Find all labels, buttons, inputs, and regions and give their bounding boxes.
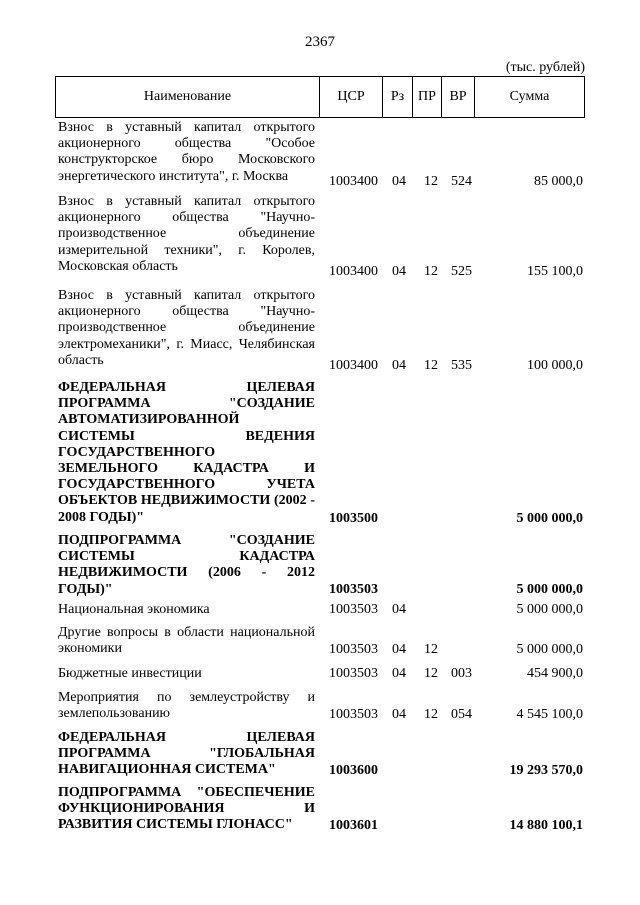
row-sum: 85 000,0 [534,174,583,189]
row-name: ПОДПРОГРАММА "СОЗДАНИЕ СИСТЕМЫ КАДАСТРА НЕДВИЖИМОСТИ (2006 - 2012 ГОДЫ)" [58,533,315,597]
table-row [0,120,640,190]
row-csr: 1003400 [329,358,378,373]
row-name: Взнос в уставный капитал открытого акционерного общества "Особое конструкторское бюро Московского энергетического института", г. Москва [58,120,315,184]
row-csr: 1003400 [329,264,378,279]
row-pr: 12 [424,666,438,681]
column-header-pr: ПР [412,77,441,117]
row-name: Бюджетные инвестиции [58,666,202,681]
table-row [0,666,640,682]
row-pr: 12 [424,707,438,722]
row-sum: 4 545 100,0 [516,707,583,722]
column-header-csr: ЦСР [319,77,382,117]
row-vr: 054 [451,707,472,722]
row-vr: 535 [451,358,472,373]
row-name: Мероприятия по землеустройству и землепользованию [58,690,315,722]
table-row [0,533,640,598]
row-vr: 003 [451,666,472,681]
row-csr: 1003503 [329,707,378,722]
column-header-sum: Сумма [474,77,584,117]
row-pr: 12 [424,642,438,657]
table-row [0,690,640,723]
row-name: ФЕДЕРАЛЬНАЯ ЦЕЛЕВАЯ ПРОГРАММА "СОЗДАНИЕ АВТОМАТИЗИРОВАННОЙ СИСТЕМЫ ВЕДЕНИЯ ГОСУДАРСТВЕННОГО ЗЕМЕЛЬНОГО КАДАСТРА И ГОСУДАРСТВЕННОГО УЧЕТА ОБЪЕКТОВ НЕДВИЖИМОСТИ (2002 - 2008 ГОДЫ)" [58,380,315,525]
page-number: 2367 [305,34,335,50]
row-sum: 5 000 000,0 [516,511,583,526]
row-name: Взнос в уставный капитал открытого акционерного общества "Научно-производственное объединение измерительной техники", г. Королев, Московская область [58,194,315,274]
row-csr: 1003600 [329,763,378,778]
row-rz: 04 [392,358,406,373]
row-rz: 04 [392,174,406,189]
column-header-rz: Рз [382,77,412,117]
row-sum: 14 880 100,1 [509,818,583,833]
row-csr: 1003503 [329,602,378,617]
row-rz: 04 [392,642,406,657]
row-rz: 04 [392,602,406,617]
row-vr: 524 [451,174,472,189]
row-csr: 1003601 [329,818,378,833]
row-rz: 04 [392,666,406,681]
row-vr: 525 [451,264,472,279]
row-csr: 1003503 [329,582,378,597]
row-rz: 04 [392,264,406,279]
table-row [0,785,640,834]
table-row [0,194,640,280]
row-pr: 12 [424,174,438,189]
row-name: ФЕДЕРАЛЬНАЯ ЦЕЛЕВАЯ ПРОГРАММА "ГЛОБАЛЬНАЯ НАВИГАЦИОННАЯ СИСТЕМА" [58,730,315,778]
row-csr: 1003500 [329,511,378,526]
table-row [0,625,640,658]
row-rz: 04 [392,707,406,722]
table-row [0,380,640,527]
column-header-vr: ВР [441,77,474,117]
row-pr: 12 [424,358,438,373]
row-csr: 1003400 [329,174,378,189]
row-name: Взнос в уставный капитал открытого акционерного общества "Научно-производственное объединение электромеханики", г. Миасс, Челябинская область [58,288,315,368]
row-name: ПОДПРОГРАММА "ОБЕСПЕЧЕНИЕ ФУНКЦИОНИРОВАНИЯ И РАЗВИТИЯ СИСТЕМЫ ГЛОНАСС" [58,785,315,833]
units-label: (тыс. рублей) [505,60,585,75]
row-pr: 12 [424,264,438,279]
row-csr: 1003503 [329,642,378,657]
table-row [0,288,640,374]
row-sum: 5 000 000,0 [516,582,583,597]
table-header [55,76,585,118]
row-sum: 100 000,0 [527,358,583,373]
column-header-name: Наименование [143,89,232,104]
row-csr: 1003503 [329,666,378,681]
row-sum: 19 293 570,0 [509,763,583,778]
table-row [0,730,640,779]
row-sum: 155 100,0 [527,264,583,279]
row-sum: 454 900,0 [527,666,583,681]
row-sum: 5 000 000,0 [516,642,583,657]
table-row [0,602,640,618]
row-sum: 5 000 000,0 [516,602,583,617]
row-name: Национальная экономика [58,602,210,617]
row-name: Другие вопросы в области национальной экономики [58,625,315,657]
